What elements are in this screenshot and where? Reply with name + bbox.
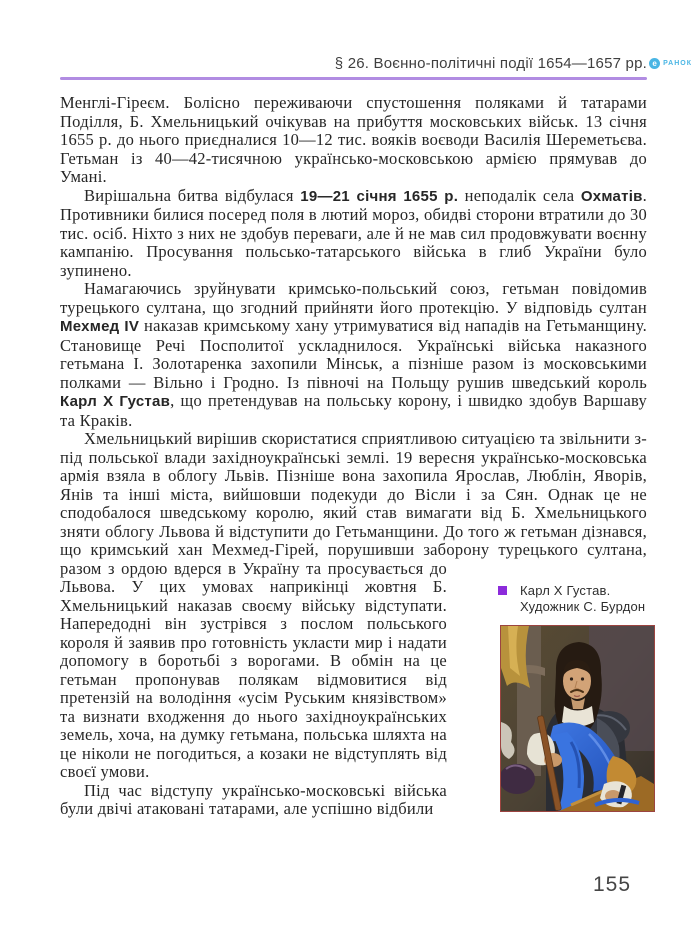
chapter-header	[60, 55, 647, 80]
term-bold: Охматів	[580, 187, 643, 205]
text-run: Намагаючись зруйнувати кримсько-польський союз, гетьман повідомив турецького султана, що згодний прийняти його протекцію. У відповідь султан	[60, 279, 647, 317]
text-run: Хмельницький вирішив скористатися сприятливою ситуацією та звільнити з-під польської влади західноукраїнські землі. 19 вересня українсько-московська армія взяла в облогу Львів. Пізніше вона захопила Ярослав, Люблін, Яворів, Янів та інші міста, вийшовши подекуди до Вісли і за Сян. Однак це не сподобалося шведському королю, який став вимагати від Б. Хмельницького зняти облогу Львова й відступити до Гетьманщини. До того ж гетьман дізнався, що кримський хан Мехмед-Гірей, порушивши заборону турецького султана, разом з ордою вдерся в Україну та просувається до Львова. У цих умовах наприкінці жовтня Б. Хмельницький наказав своєму війську відступати. Напередодні він зустрівся з послом польського короля й заявив про готовність укласти мир і надати допомогу в боротьбі з ворогами. В обмін на це гетьман пропонував полякам відмовитися від претензій на володіння «усім Руським князівством» та визнати входження до нього західноукраїнських земель, хоча, на думку гетьмана, польська шляхта на це ніколи не погодиться, а козаки не відступлять від своєї умови.	[60, 429, 647, 781]
publisher-logo	[649, 58, 692, 69]
caption-bullet-icon	[498, 586, 507, 595]
figure-caption-text	[520, 583, 645, 615]
text-run: Менглі-Гіреєм. Болісно переживаючи спустошення поляками й татарами Поділля, Б. Хмельницький очікував на прибуття московських військ. 13 січня 1655 р. до нього приєдналися 10—12 тис. вояків воєводи Василія Шереметьєва. Гетьман із 40—42-тисячною українсько-московською армією прямував до Умані.	[60, 93, 647, 186]
paragraph-2	[60, 187, 647, 281]
text-run: . Противники билися посеред поля в лютий мороз, обидві сторони втратили до 30 тис. осіб. Ніхто з них не здобув переваги, але й не мав сил продовжувати воєнну кампанію. Просування польсько-татарського війська в глиб України було зупинено.	[60, 185, 647, 280]
figure-caption	[498, 583, 700, 615]
caption-line-1: Карл X Густав.	[520, 583, 611, 598]
paragraph-1	[60, 94, 647, 187]
term-bold: 19—21 січня 1655 р.	[300, 187, 459, 205]
term-bold: Карл X Густав	[60, 393, 171, 410]
header-rule	[60, 77, 647, 80]
page-content	[60, 94, 647, 819]
paragraph-3	[60, 280, 647, 430]
textbook-page	[0, 55, 700, 951]
text-run: неподалік села	[458, 185, 581, 205]
text-run: , що претендував на польську корону, і швидко здобув Варшаву та Краків.	[60, 391, 647, 430]
figure-block	[498, 583, 700, 812]
page-number: 155	[593, 873, 632, 896]
publisher-logo-text: РАНОК	[663, 60, 692, 67]
text-run: наказав кримському хану утримуватися від нападів на Гетьманщину. Становище Речі Посполитої ускладнилося. Українські війська наказного гетьмана І. Золотаренка захопили Мінськ, а пізніше разом із московськими полками — Вільно і Гродно. Із півночі на Польщу рушив шведський король	[60, 316, 647, 392]
caption-line-2: Художник С. Бурдон	[520, 599, 646, 614]
text-run: Під час відступу українсько-московські війська були двічі атаковані татарами, але успішно відбили	[60, 780, 447, 818]
portrait-image	[500, 625, 655, 812]
text-run: Вирішальна битва відбулася	[84, 185, 301, 205]
term-bold: Мехмед IV	[60, 318, 140, 335]
section-title: § 26. Воєнно-політичні події 1654—1657 рр.	[334, 55, 647, 72]
publisher-logo-icon: e	[649, 58, 660, 69]
